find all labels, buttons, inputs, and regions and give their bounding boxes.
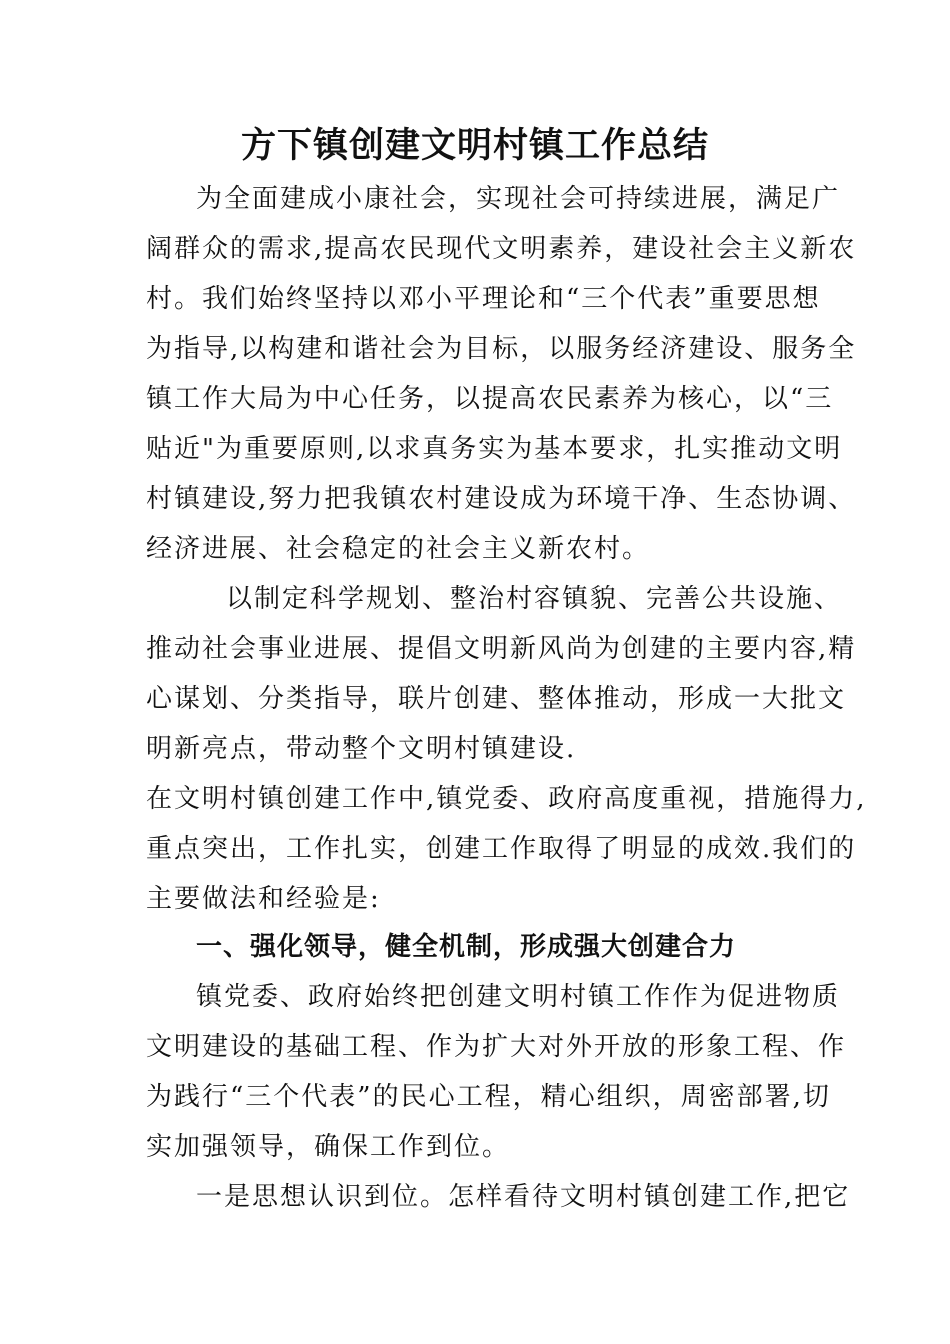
paragraph-line: 明新亮点，带动整个文明村镇建设.	[146, 734, 577, 764]
document-title: 方下镇创建文明村镇工作总结	[240, 125, 709, 166]
paragraph-line: 实加强领导，确保工作到位。	[146, 1132, 511, 1162]
paragraph-line: 心谋划、分类指导，联片创建、整体推动，形成一大批文	[146, 684, 847, 714]
paragraph-line: 村。我们始终坚持以邓小平理论和“三个代表”重要思想	[146, 284, 821, 314]
paragraph-line: 镇党委、政府始终把创建文明村镇工作作为促进物质	[196, 982, 841, 1012]
paragraph-line: 重点突出，工作扎实，创建工作取得了明显的成效.我们的	[146, 834, 857, 864]
paragraph-line: 在文明村镇创建工作中,镇党委、政府高度重视，措施得力,	[146, 784, 867, 814]
paragraph-line: 文明建设的基础工程、作为扩大对外开放的形象工程、作	[146, 1032, 847, 1062]
paragraph-line: 以制定科学规划、整治村容镇貌、完善公共设施、	[226, 584, 843, 614]
paragraph-line: 贴近"为重要原则,以求真务实为基本要求，扎实推动文明	[146, 434, 843, 464]
paragraph-line: 为践行“三个代表”的民心工程，精心组织，周密部署,切	[146, 1082, 831, 1112]
paragraph-line: 镇工作大局为中心任务，以提高农民素养为核心，以“三	[146, 384, 834, 414]
paragraph-line: 为指导,以构建和谐社会为目标，以服务经济建设、服务全	[146, 334, 857, 364]
paragraph-line: 阔群众的需求,提高农民现代文明素养，建设社会主义新农	[146, 234, 857, 264]
paragraph-line: 主要做法和经验是:	[146, 884, 381, 914]
paragraph-line: 经济进展、社会稳定的社会主义新农村。	[146, 534, 651, 564]
paragraph-line: 推动社会事业进展、提倡文明新风尚为创建的主要内容,精	[146, 634, 857, 664]
section-heading: 一、强化领导，健全机制，形成强大创建合力	[196, 932, 737, 962]
paragraph-line: 一是思想认识到位。怎样看待文明村镇创建工作,把它	[196, 1182, 851, 1212]
paragraph-line: 村镇建设,努力把我镇农村建设成为环境干净、生态协调、	[146, 484, 857, 514]
paragraph-line: 为全面建成小康社会，实现社会可持续进展，满足广	[196, 184, 841, 214]
